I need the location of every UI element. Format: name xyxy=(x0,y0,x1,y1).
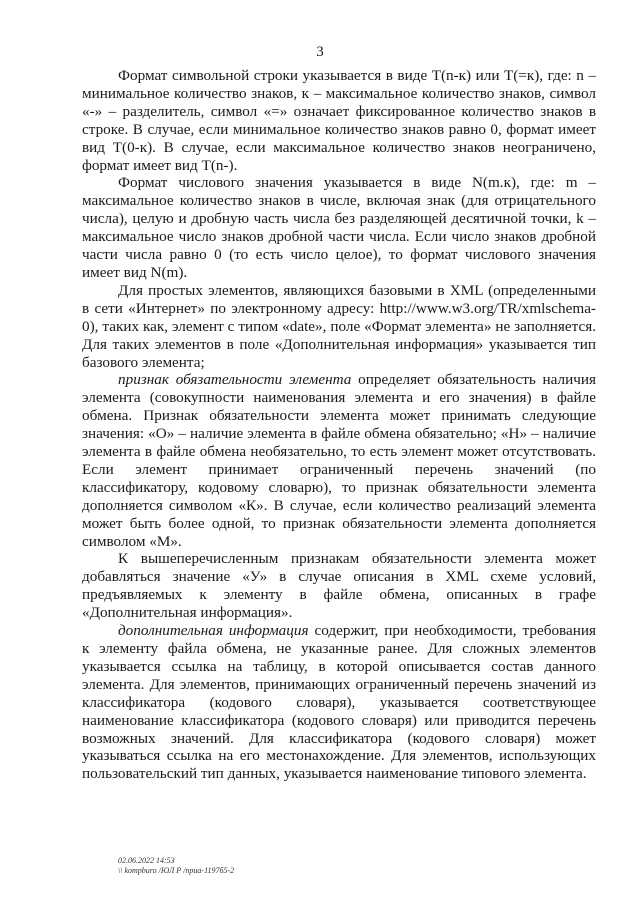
paragraph-text: К вышеперечисленным признакам обязательности элемента может добавляться значение «У» в случае описания в XML схеме условий, предъявляемых к элементу в файле обмена, описанных в графе «Дополнительная информация». xyxy=(82,550,596,622)
paragraph-text: Формат символьной строки указывается в виде T(n-к) или T(=к), где: n – минимальное количество знаков, к – максимальное количество знаков, символ «-» – разделитель, символ «=» означает фиксированное количество знаков в строке. В случае, если минимальное количество знаков равно 0, формат имеет вид T(0-к). В случае, если максимальное количество знаков неограничено, формат имеет вид T(n-). xyxy=(82,67,596,174)
paragraph-required-attribute xyxy=(82,371,596,550)
document-footer xyxy=(118,856,234,875)
paragraph-text: определяет обязательность наличия элемента (совокупности наименования элемента и его значения) в файле обмена. Признак обязательности элемента может принимать следующие значения: «О» – наличие элемента в файле обмена обязательно; «Н» – наличие элемента в файле обмена необязательно, то есть элемент может отсутствовать. Если элемент принимает ограниченный перечень значений (по классификатору, кодовому словарю), то признак обязательности элемента дополняется символом «К». В случае, если количество реализаций элемента может быть более одной, то признак обязательности элемента дополняется символом «М». xyxy=(82,371,596,550)
paragraph-string-format xyxy=(82,67,596,174)
paragraph-text: Формат числового значения указывается в виде N(m.к), где: m – максимальное количество знаков в числе, включая знак (для отрицательного числа), целую и дробную часть числа без разделяющей десятичной точки, k – максимальное число знаков дробной части числа. Если число знаков дробной части числа равно 0 (то есть число целое), то формат числового значения имеет вид N(m). xyxy=(82,174,596,281)
footer-timestamp: 02.06.2022 14:53 xyxy=(118,856,175,865)
footer-file-path: \\ kompburo /ЮЛ Р /приа-1197б5-2 xyxy=(118,865,235,875)
paragraph-term: признак обязательности элемента xyxy=(118,371,352,389)
paragraph-text: Для простых элементов, являющихся базовыми в XML (определенными в сети «Интернет» по электронному адресу: http://www.w3.org/TR/xmlschema-0), таких как, элемент с типом «date», поле «Формат элемента» не заполняется. Для таких элементов в поле «Дополнительная информация» указывается тип базового элемента; xyxy=(82,281,596,371)
page-number: 3 xyxy=(316,44,324,60)
paragraph-condition-value xyxy=(82,550,596,622)
paragraph-simple-elements xyxy=(82,282,596,372)
document-body xyxy=(82,67,596,783)
paragraph-text: содержит, при необходимости, требования к элементу файла обмена, не указанные ранее. Для сложных элементов указывается ссылка на таблицу, в которой описывается состав данного элемента. Для элементов, принимающих ограниченный перечень значений из классификатора (кодового словаря), указывается соответствующее наименование классификатора (кодового словаря) или приводится перечень возможных значений. Для классификатора (кодового словаря) может указываться ссылка на его местонахождение. Для элементов, использующих пользовательский тип данных, указывается наименование типового элемента. xyxy=(82,622,596,783)
paragraph-term: дополнительная информация xyxy=(118,622,309,640)
paragraph-number-format xyxy=(82,174,596,281)
paragraph-additional-info xyxy=(82,622,596,783)
